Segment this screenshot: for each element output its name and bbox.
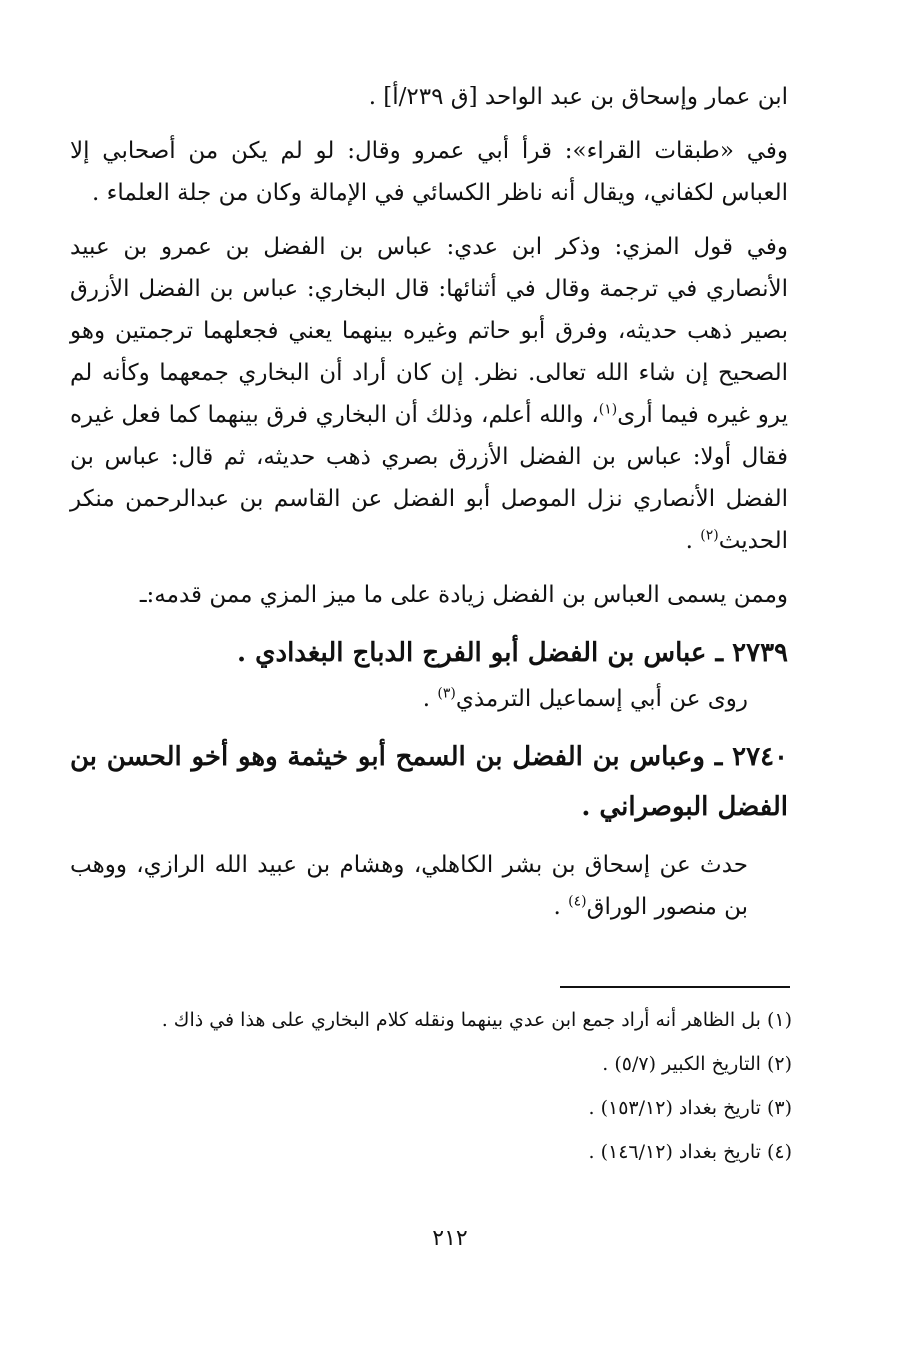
paragraph-continuation: ابن عمار وإسحاق بن عبد الواحد [ق ٢٣٩/أ] .	[368, 84, 788, 110]
paragraph-text: .	[553, 894, 569, 920]
footnote-ref-1: (١)	[598, 401, 618, 418]
paragraph-text: .	[422, 686, 438, 712]
footnote-ref-3: (٣)	[437, 685, 456, 702]
paragraph-text: روى عن أبي إسماعيل الترمذي	[455, 686, 748, 712]
footnote-3: (٣) تاريخ بغداد (١٥٣/١٢) .	[588, 1097, 792, 1119]
paragraph-text: حدث عن إسحاق بن بشر الكاهلي، وهشام بن عبيد الله الرازي، ووهب بن منصور الوراق	[70, 852, 748, 920]
paragraph-mizzi-discussion	[70, 226, 788, 562]
footnotes	[70, 998, 792, 1174]
footnote-2: (٢) التاريخ الكبير (٥/٧) .	[602, 1053, 792, 1075]
entry-text-2739	[70, 678, 788, 720]
footnote-4: (٤) تاريخ بغداد (١٤٦/١٢) .	[588, 1141, 792, 1163]
main-text	[70, 76, 788, 928]
entry-heading-2739: ٢٧٣٩ ـ عباس بن الفضل أبو الفرج الدباج البغدادي .	[237, 638, 788, 668]
footnote-1: (١) بل الظاهر أنه أراد جمع ابن عدي بينهما ونقله كلام البخاري على هذا في ذاك .	[161, 1009, 792, 1031]
paragraph-additions-intro: وممن يسمى العباس بن الفضل زيادة على ما ميز المزي ممن قدمه:ـ	[139, 582, 788, 608]
page-number: ٢١٢	[432, 1226, 468, 1251]
footnote-ref-4: (٤)	[568, 893, 587, 910]
footnote-ref-2: (٢)	[700, 527, 719, 544]
paragraph-text: ، والله أعلم، وذلك أن البخاري فرق بينهما كما فعل غيره فقال أولا: عباس بن الفضل الأزرق بصري ذهب حديثه، ثم قال: عباس بن الفضل الأنصاري نزل الموصل أبو الفضل عن القاسم بن عبدالرحمن منكر الحديث	[70, 402, 788, 554]
footnote-divider	[560, 986, 790, 988]
paragraph-text: .	[685, 528, 701, 554]
paragraph-text: وفي قول المزي: وذكر ابن عدي: عباس بن الفضل بن عمرو بن عبيد الأنصاري في ترجمة وقال في أثنائها: قال البخاري: عباس بن الفضل الأزرق بصير ذهب حديثه، وفرق أبو حاتم وغيره بينهما يعني فجعلهما ترجمتين وهو الصحيح إن شاء الله تعالى. نظر. إن كان أراد أن البخاري جمعهما وكأنه لم يرو غيره فيما أرى	[70, 234, 788, 428]
entry-heading-2740: ٢٧٤٠ ـ وعباس بن الفضل بن السمح أبو خيثمة وهو أخو الحسن بن الفضل البوصراني .	[70, 742, 788, 822]
paragraph-tabaqat-alqurra: وفي «طبقات القراء»: قرأ أبي عمرو وقال: لو لم يكن من أصحابي إلا العباس لكفاني، ويقال أنه ناظر الكسائي في الإمالة وكان من جلة العلماء .	[70, 138, 788, 206]
entry-text-2740	[70, 844, 788, 928]
